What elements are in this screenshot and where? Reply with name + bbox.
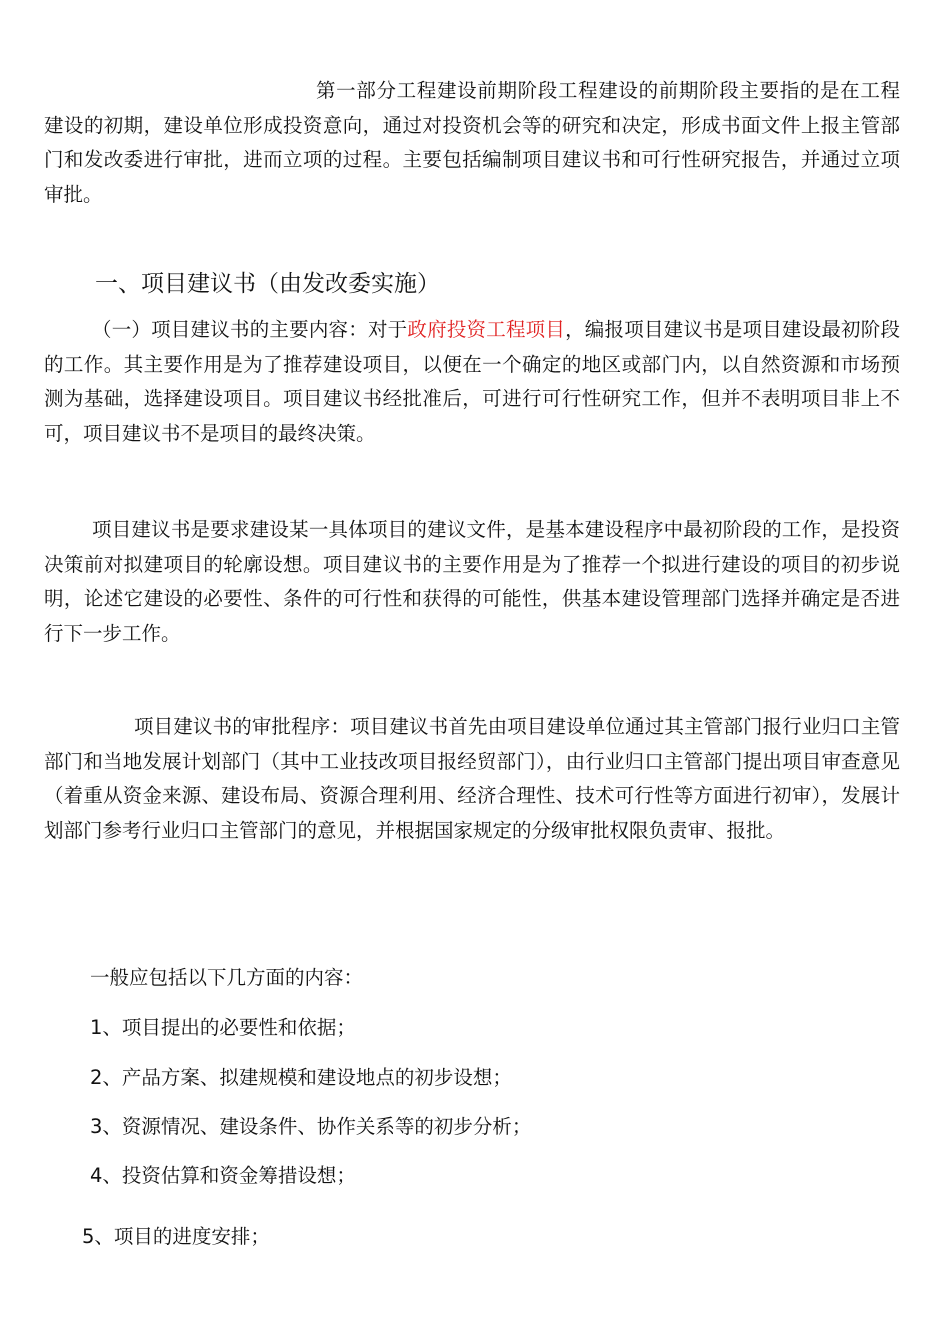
section1-paragraph: [44, 313, 900, 451]
list-item: 3、资源情况、建设条件、协作关系等的初步分析；: [90, 1115, 532, 1138]
list-lead: 一般应包括以下几方面的内容：: [90, 966, 364, 989]
list-item: 5、项目的进度安排；: [82, 1225, 270, 1248]
highlight-text: 政府投资工程项目: [407, 318, 566, 341]
section-heading: 一、项目建议书（由发改委实施）: [95, 271, 440, 297]
list-item: 2、产品方案、拟建规模和建设地点的初步设想；: [90, 1066, 512, 1089]
paragraph-2: 项目建议书是要求建设某一具体项目的建议文件，是基本建设程序中最初阶段的工作，是投资决策前对拟建项目的轮廓设想。项目建议书的主要作用是为了推荐一个拟进行建设的项目的初步说明，论述它建设的必要性、条件的可行性和获得的可能性，供基本建设管理部门选择并确定是否进行下一步工作。: [44, 518, 900, 645]
section1-rest: ，编报项目建议书是项目建设最初阶段的工作。其主要作用是为了推荐建设项目，以便在一个确定的地区或部门内，以自然资源和市场预测为基础，选择建设项目。项目建议书经批准后，可进行可行性研究工作，但并不表明项目非上不可，项目建议书不是项目的最终决策。: [44, 318, 900, 445]
approval-procedure-paragraph: 项目建议书的审批程序：项目建议书首先由项目建设单位通过其主管部门报行业归口主管部门和当地发展计划部门（其中工业技改项目报经贸部门），由行业归口主管部门提出项目审查意见（着重从资金来源、建设布局、资源合理利用、经济合理性、技术可行性等方面进行初审），发展计划部门参考行业归口主管部门的意见，并根据国家规定的分级审批权限负责审、报批。: [44, 715, 900, 842]
section1-prefix: （一）项目建议书的主要内容：对于: [92, 318, 408, 341]
list-item: 1、项目提出的必要性和依据；: [90, 1016, 356, 1039]
intro-paragraph: 第一部分工程建设前期阶段工程建设的前期阶段主要指的是在工程建设的初期，建设单位形成投资意向，通过对投资机会等的研究和决定，形成书面文件上报主管部门和发改委进行审批，进而立项的过程。主要包括编制项目建议书和可行性研究报告，并通过立项审批。: [44, 79, 900, 206]
list-item: 4、投资估算和资金筹措设想；: [90, 1164, 356, 1187]
